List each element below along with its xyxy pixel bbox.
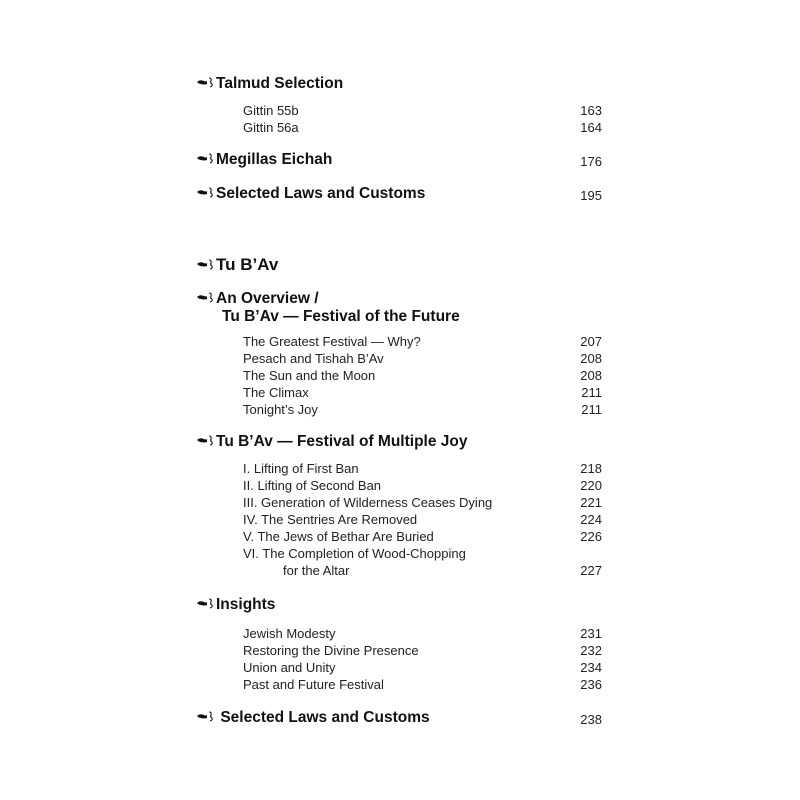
page-number: 211 [581,402,602,417]
section-heading: Selected Laws and Customs [196,709,430,727]
page-number: 231 [580,626,602,641]
toc-entry: Restoring the Divine Presence [243,643,419,658]
part-heading: Tu B’Av [196,256,278,274]
toc-entry: Jewish Modesty [243,626,336,641]
page-number: 236 [580,677,602,692]
hand-fleuron-icon [196,434,214,446]
toc-entry: Tonight’s Joy [243,402,318,417]
toc-entry: I. Lifting of First Ban [243,461,359,476]
section-heading: An Overview / [196,290,319,308]
hand-fleuron-icon [196,710,214,722]
page-number: 220 [580,478,602,493]
page-number: 163 [580,103,602,118]
page-number: 164 [580,120,602,135]
page-number: 226 [580,529,602,544]
page-number: 208 [580,368,602,383]
page-number: 211 [581,385,602,400]
toc-entry: IV. The Sentries Are Removed [243,512,418,527]
toc-entry: The Sun and the Moon [243,368,376,383]
hand-fleuron-icon [196,152,214,164]
toc-entry: VI. The Completion of Wood-Chopping [243,546,466,561]
page-number: 227 [580,563,602,578]
toc-entry: Gittin 55b [243,103,299,118]
page-number: 208 [580,351,602,366]
toc-entry: The Climax [243,385,309,400]
toc-entry-continuation: for the Altar [283,563,350,578]
hand-fleuron-icon [196,76,214,88]
section-heading: Insights [196,596,275,614]
toc-entry: II. Lifting of Second Ban [243,478,382,493]
hand-fleuron-icon [196,597,214,609]
toc-entry: III. Generation of Wilderness Ceases Dying [243,495,493,510]
hand-fleuron-icon [196,258,214,270]
page-number: 232 [580,643,602,658]
toc-entry: Past and Future Festival [243,677,384,692]
section-heading: Talmud Selection [196,75,343,93]
section-heading: Selected Laws and Customs [196,185,425,203]
page-number: 218 [580,461,602,476]
section-heading: Megillas Eichah [196,151,332,169]
page-number: 238 [580,712,602,727]
toc-entry: Union and Unity [243,660,336,675]
page-number: 234 [580,660,602,675]
page-number: 176 [580,154,602,169]
hand-fleuron-icon [196,291,214,303]
toc-entry: Pesach and Tishah B’Av [243,351,384,366]
page-number: 224 [580,512,602,527]
page-number: 207 [580,334,602,349]
toc-entry: Gittin 56a [243,120,299,135]
section-heading-continuation: Tu B’Av — Festival of the Future [222,308,460,325]
hand-fleuron-icon [196,186,214,198]
page-number: 195 [580,188,602,203]
section-heading: Tu B’Av — Festival of Multiple Joy [196,433,467,451]
toc-entry: V. The Jews of Bethar Are Buried [243,529,434,544]
toc-entry: The Greatest Festival — Why? [243,334,421,349]
page-number: 221 [580,495,602,510]
